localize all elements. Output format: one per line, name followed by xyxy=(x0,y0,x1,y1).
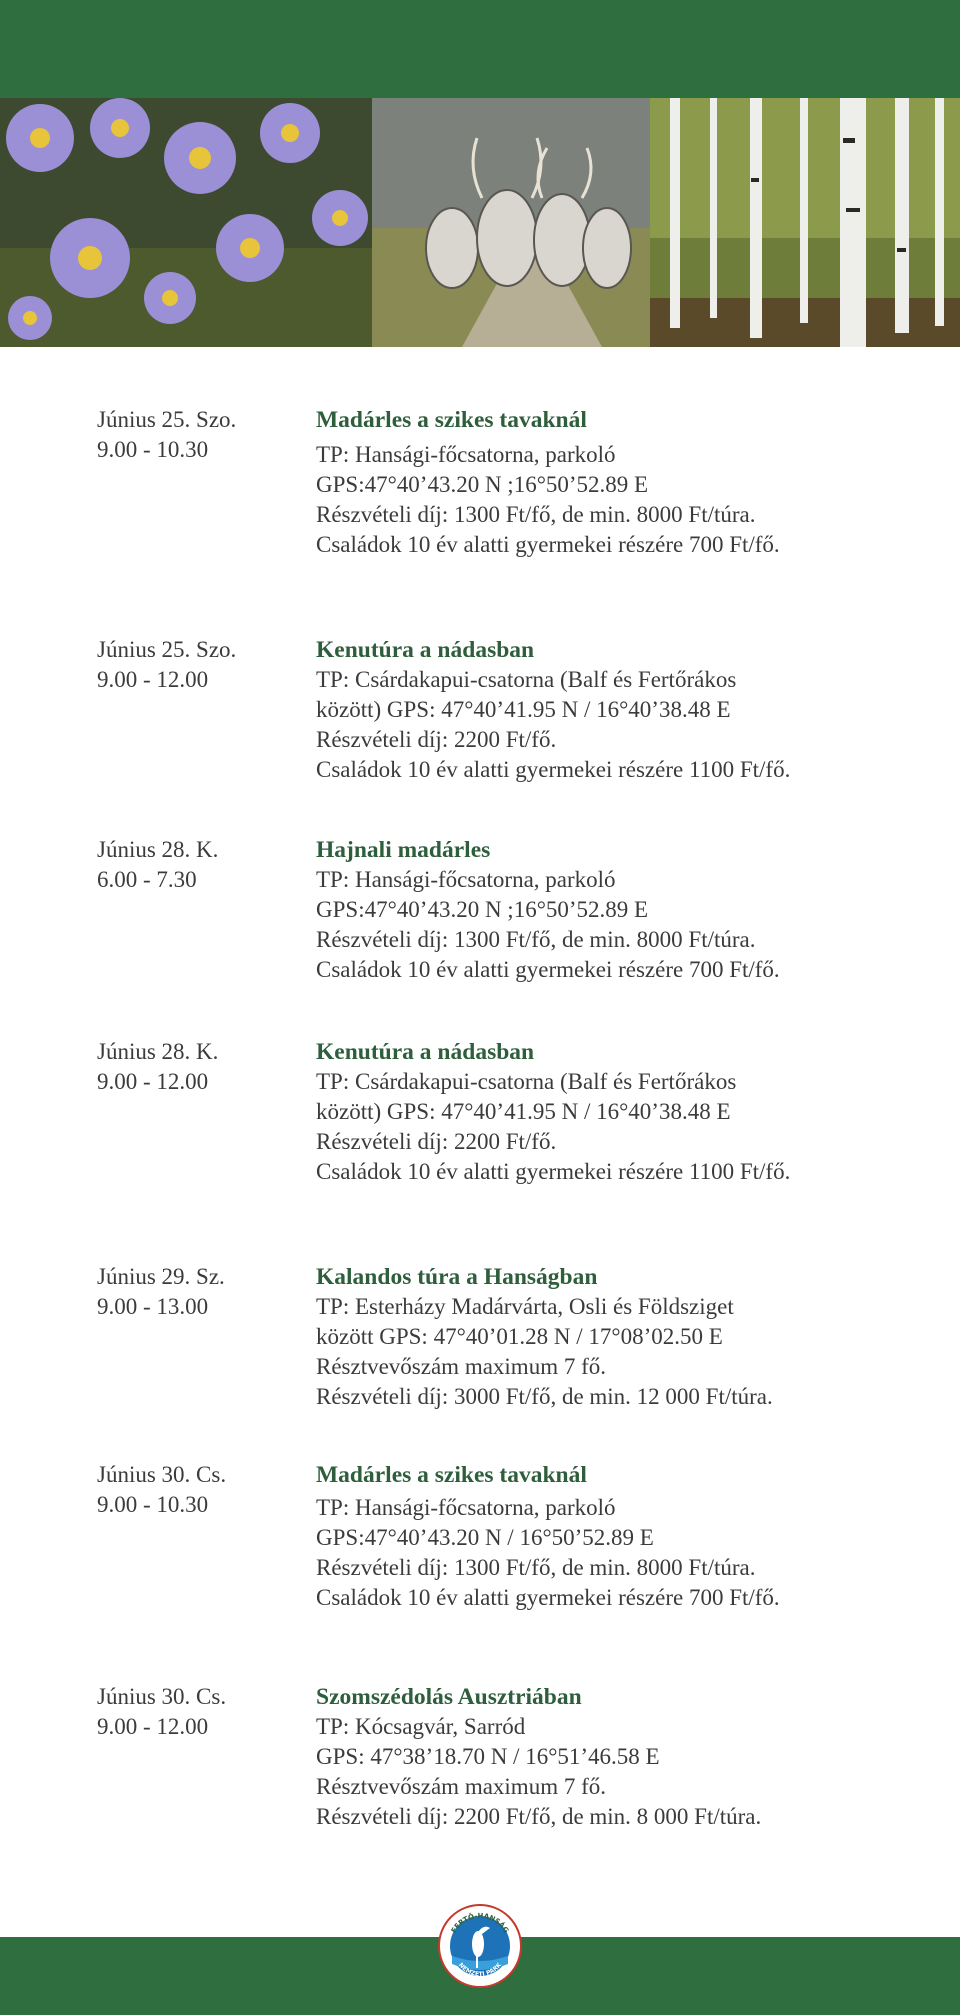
event-title: Kenutúra a nádasban xyxy=(316,1039,535,1065)
event-line: között GPS: 47°40’01.28 N / 17°08’02.50 E xyxy=(316,1324,723,1349)
event-line: Részvételi díj: 2200 Ft/fő. xyxy=(316,727,557,752)
event-line: GPS:47°40’43.20 N ;16°50’52.89 E xyxy=(316,897,649,922)
event-line: között) GPS: 47°40’41.95 N / 16°40’38.48 E xyxy=(316,1099,731,1124)
event-time: 9.00 - 10.30 xyxy=(97,1492,209,1517)
event-line: Részvételi díj: 3000 Ft/fő, de min. 12 000 Ft/túra. xyxy=(316,1384,773,1409)
event-line: Résztvevőszám maximum 7 fő. xyxy=(316,1354,606,1379)
event-line: Részvételi díj: 2200 Ft/fő, de min. 8 000 Ft/túra. xyxy=(316,1804,762,1829)
event-date-time xyxy=(97,1037,297,1097)
event-info xyxy=(316,1262,936,1412)
photo-strip xyxy=(0,98,960,347)
event-info xyxy=(316,835,936,985)
event-time: 9.00 - 13.00 xyxy=(97,1294,209,1319)
event-line: között) GPS: 47°40’41.95 N / 16°40’38.48 E xyxy=(316,697,731,722)
event-title: Szomszédolás Ausztriában xyxy=(316,1684,582,1710)
event-time: 9.00 - 12.00 xyxy=(97,1069,209,1094)
event-date: Június 28. K. xyxy=(97,837,219,862)
event-line: TP: Csárdakapui-csatorna (Balf és Fertőrákos xyxy=(316,1069,737,1094)
event-title: Kenutúra a nádasban xyxy=(316,637,535,663)
event-date-time xyxy=(97,635,297,695)
birch-forest-photo xyxy=(650,98,960,347)
event-time: 6.00 - 7.30 xyxy=(97,867,197,892)
event-line: GPS:47°40’43.20 N ;16°50’52.89 E xyxy=(316,472,649,497)
event-title: Madárles a szikes tavaknál xyxy=(316,1462,587,1488)
event-line: GPS: 47°38’18.70 N / 16°51’46.58 E xyxy=(316,1744,660,1769)
logo-text-bottom: NEMZETI PARK xyxy=(457,1961,503,1979)
aster-flowers-photo xyxy=(0,98,372,347)
event-title: Madárles a szikes tavaknál xyxy=(316,407,587,433)
event-line: TP: Kócsagvár, Sarród xyxy=(316,1714,526,1739)
event-line: Részvételi díj: 1300 Ft/fő, de min. 8000 Ft/túra. xyxy=(316,502,756,527)
event-date-time xyxy=(97,835,297,895)
event-date-time xyxy=(97,1262,297,1322)
event-info xyxy=(316,635,936,785)
event-line: Részvételi díj: 1300 Ft/fő, de min. 8000 Ft/túra. xyxy=(316,927,756,952)
event-info xyxy=(316,1037,936,1187)
event-line: TP: Hansági-főcsatorna, parkoló xyxy=(316,867,616,892)
event-date: Június 25. Szo. xyxy=(97,407,237,432)
event-date-time xyxy=(97,1460,297,1520)
event-line: GPS:47°40’43.20 N / 16°50’52.89 E xyxy=(316,1525,654,1550)
event-line: Családok 10 év alatti gyermekei részére 700 Ft/fő. xyxy=(316,532,780,557)
event-time: 9.00 - 12.00 xyxy=(97,1714,209,1739)
event-date: Június 28. K. xyxy=(97,1039,219,1064)
event-time: 9.00 - 10.30 xyxy=(97,437,209,462)
event-line: Családok 10 év alatti gyermekei részére 1100 Ft/fő. xyxy=(316,757,791,782)
event-line: Családok 10 év alatti gyermekei részére 1100 Ft/fő. xyxy=(316,1159,791,1184)
event-date: Június 25. Szo. xyxy=(97,637,237,662)
event-line: Családok 10 év alatti gyermekei részére 700 Ft/fő. xyxy=(316,1585,780,1610)
event-line: Családok 10 év alatti gyermekei részére 700 Ft/fő. xyxy=(316,957,780,982)
event-line: Résztvevőszám maximum 7 fő. xyxy=(316,1774,606,1799)
event-line: TP: Hansági-főcsatorna, parkoló xyxy=(316,442,616,467)
event-title: Kalandos túra a Hanságban xyxy=(316,1264,598,1290)
event-info xyxy=(316,405,936,560)
event-line: TP: Esterházy Madárvárta, Osli és Földsziget xyxy=(316,1294,734,1319)
event-date: Június 29. Sz. xyxy=(97,1264,225,1289)
event-date-time xyxy=(97,1682,297,1742)
logo-text-top: FERTŐ-HANSÁG xyxy=(449,1911,511,1935)
event-info xyxy=(316,1682,936,1832)
event-title: Hajnali madárles xyxy=(316,837,491,863)
event-line: Részvételi díj: 1300 Ft/fő, de min. 8000 Ft/túra. xyxy=(316,1555,756,1580)
event-line: TP: Csárdakapui-csatorna (Balf és Fertőrákos xyxy=(316,667,737,692)
national-park-logo-icon xyxy=(438,1904,522,1988)
grey-cattle-photo xyxy=(372,98,650,347)
top-green-band xyxy=(0,0,960,98)
event-info xyxy=(316,1460,936,1613)
event-time: 9.00 - 12.00 xyxy=(97,667,209,692)
event-date-time xyxy=(97,405,297,465)
event-line: Részvételi díj: 2200 Ft/fő. xyxy=(316,1129,557,1154)
event-date: Június 30. Cs. xyxy=(97,1684,227,1709)
event-line: TP: Hansági-főcsatorna, parkoló xyxy=(316,1495,616,1520)
event-date: Június 30. Cs. xyxy=(97,1462,227,1487)
